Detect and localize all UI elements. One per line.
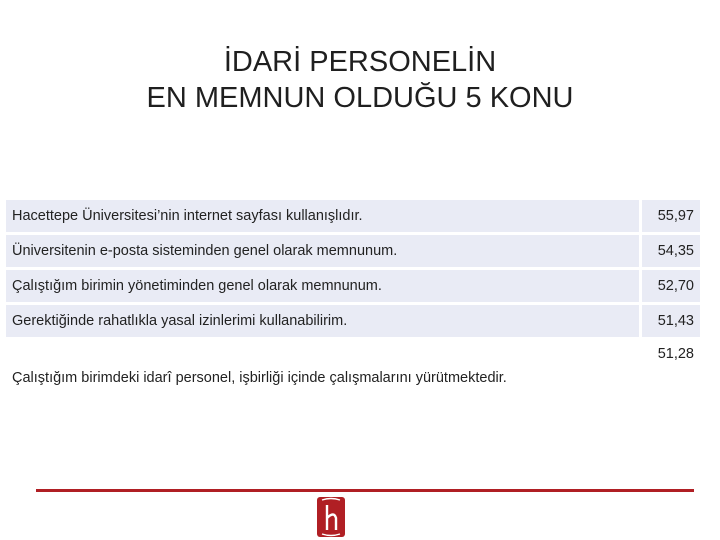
title-line-1: İDARİ PERSONELİN [223,46,497,78]
row-text: Çalıştığım birimdeki idarî personel, işbirliği içinde çalışmalarını yürütmektedir. [6,340,639,390]
table-row [6,305,700,337]
row-text: Gerektiğinde rahatlıkla yasal izinlerimi kullanabilirim. [6,305,639,337]
row-text: Çalıştığım birimin yönetiminden genel olarak memnunum. [6,270,639,302]
table-row [6,270,700,302]
table-row [6,235,700,267]
row-value: 55,97 [639,200,700,232]
table-row [6,200,700,232]
title-line-2: EN MEMNUN OLDUĞU 5 KONU [146,82,574,114]
row-value: 52,70 [639,270,700,302]
row-value: 54,35 [639,235,700,267]
table-row [6,340,700,390]
row-text: Hacettepe Üniversitesi’nin internet sayfası kullanışlıdır. [6,200,639,232]
row-value: 51,28 [639,340,700,390]
hacettepe-logo-icon [316,496,346,538]
row-value: 51,43 [639,305,700,337]
row-text: Üniversitenin e-posta sisteminden genel olarak memnunum. [6,235,639,267]
page-title [0,44,720,116]
footer-divider [36,489,694,492]
topics-table [6,197,700,393]
